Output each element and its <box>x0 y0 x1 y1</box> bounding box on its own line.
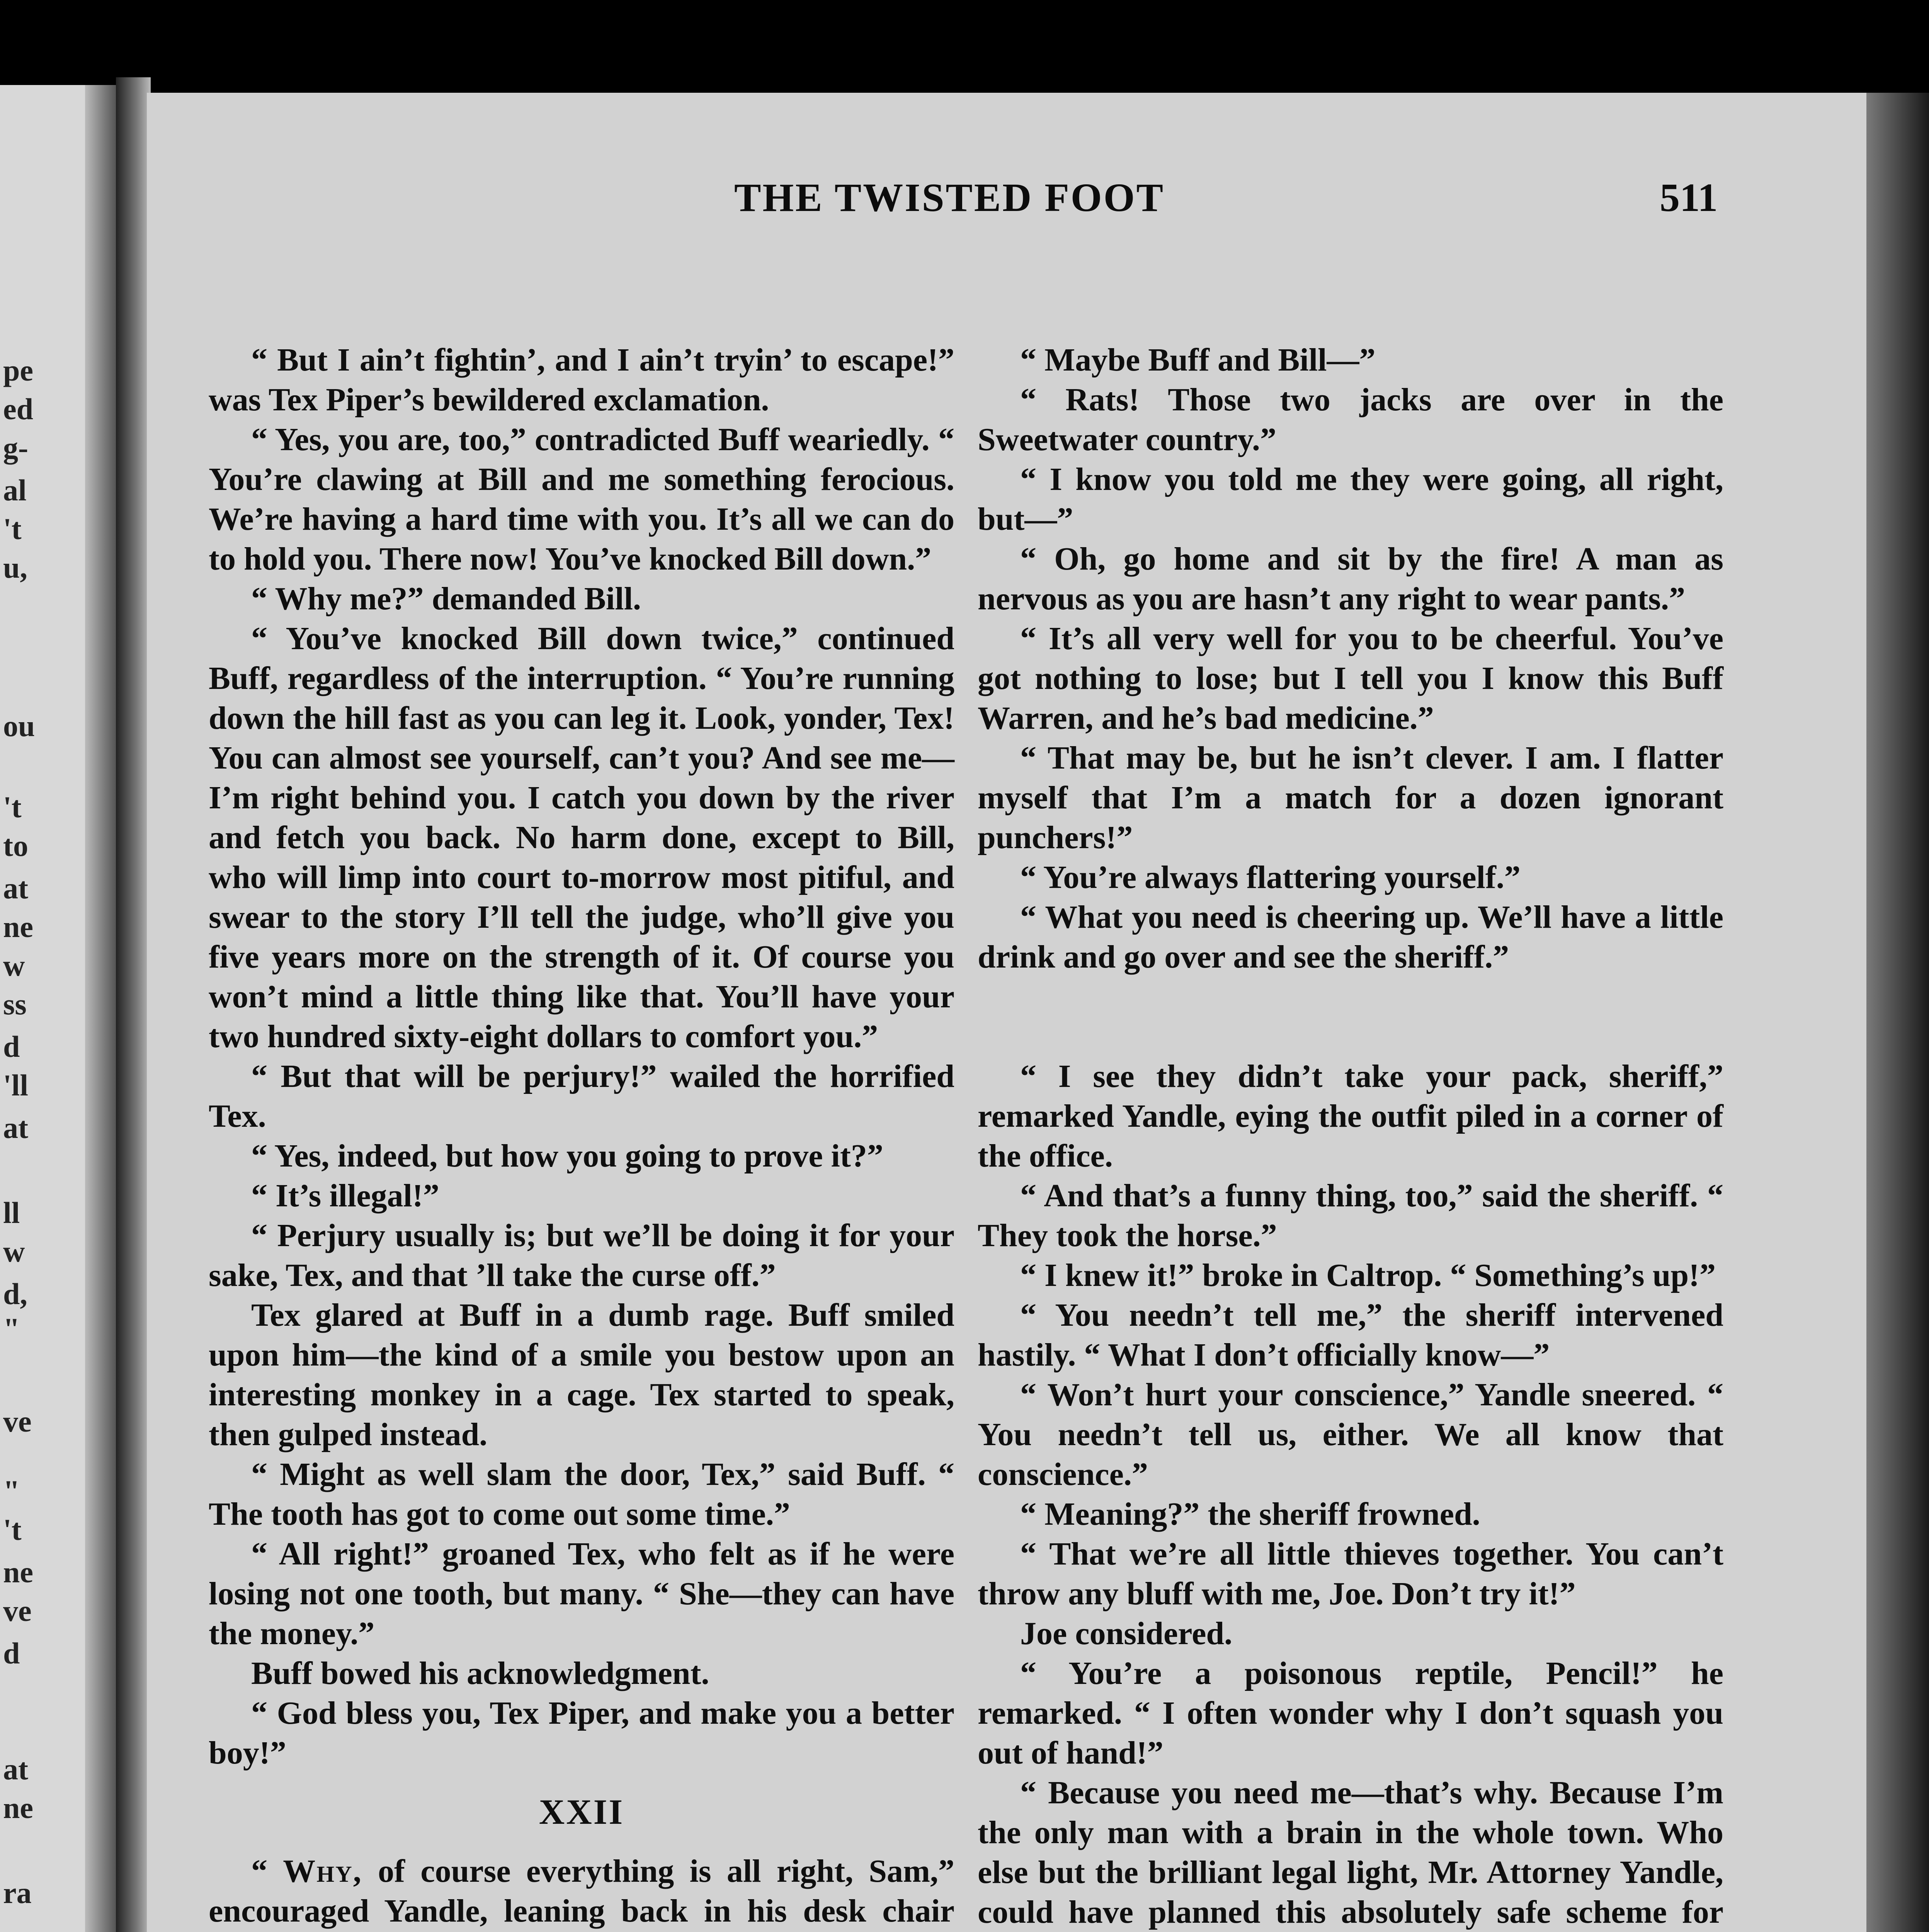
paragraph: “ Why me?” demanded Bill. <box>251 581 641 617</box>
paragraph: “ You’re a poisonous reptile, Pencil!” he remarked. “ I often wonder why I don’t squash you out of hand!” <box>978 1655 1723 1771</box>
facing-page-fragment: d, <box>3 1277 27 1311</box>
book-gutter <box>116 77 151 1932</box>
paragraph: “ But I ain’t fightin’, and I ain’t tryin’ to escape!” was Tex Piper’s bewildered exclamation. <box>209 342 954 418</box>
facing-page-fragment: ne <box>3 1791 33 1825</box>
facing-page-fragment: pe <box>3 354 33 387</box>
paragraph: “ I knew it!” broke in Caltrop. “ Something’s up!” <box>1020 1257 1716 1293</box>
paragraph: “ That may be, but he isn’t clever. I am. I flatter myself that I’m a match for a dozen ignorant punchers!” <box>978 740 1723 855</box>
paragraph: Tex glared at Buff in a dumb rage. Buff smiled upon him—the kind of a smile you bestow upon an interesting monkey in a cage. Tex started to speak, then gulped instead. <box>209 1297 954 1452</box>
page-header <box>0 175 1929 229</box>
paragraph: “ I know you told me they were going, all right, but—” <box>978 461 1723 537</box>
paragraph: “ You’ve knocked Bill down twice,” continued Buff, regardless of the interruption. “ You’re running down the hill fast as you can leg it. Look, yonder, Tex! You can almost see yourself, can’t you? And see me—I’m right behind you. I catch you down by the river and fetch you back. No harm done, except to Bill, who will limp into court to-morrow most pitiful, and swear to the story I’ll tell the judge, who’ll give you five years more on the strength of it. Of course you won’t mind a little thing like that. You’ll have your two hundred sixty-eight dollars to comfort you.” <box>209 621 954 1054</box>
facing-page-fragment: w <box>3 949 25 982</box>
paragraph: “ I see they didn’t take your pack, sheriff,” remarked Yandle, eying the outfit piled in a corner of the office. <box>978 1058 1723 1174</box>
chapter-opening-rest: of course everything is all right, Sam,” encouraged Yandle, leaning back in his desk chair <box>209 1853 954 1929</box>
facing-page-fragment: ra <box>3 1876 32 1910</box>
facing-page-fragment: u, <box>3 551 27 584</box>
facing-page-fragment: w <box>3 1235 25 1268</box>
facing-page-fragment: ve <box>3 1405 32 1438</box>
paragraph: “ It’s all very well for you to be cheerful. You’ve got nothing to lose; but I tell you I know this Buff Warren, and he’s bad medicine.” <box>978 621 1723 736</box>
chapter-opening-paragraph <box>209 1851 954 1932</box>
text-column-right <box>978 340 1723 1932</box>
text-column-left <box>209 340 954 1932</box>
facing-page-fragment: " <box>3 1474 20 1508</box>
facing-page-fragment: ll <box>3 1196 20 1230</box>
facing-page-fragment: 't <box>3 1513 22 1546</box>
paragraph: “ Rats! Those two jacks are over in the Sweetwater country.” <box>978 382 1723 457</box>
paragraph: “ What you need is cheering up. We’ll have a little drink and go over and see the sheriff.” <box>978 899 1723 975</box>
facing-page-fragment: al <box>3 473 27 507</box>
right-page-shadow <box>1866 93 1929 1932</box>
paragraph: “ Meaning?” the sheriff frowned. <box>1020 1496 1480 1532</box>
facing-page-fragment: d <box>3 1030 20 1063</box>
paragraph: “ That we’re all little thieves together. You can’t throw any bluff with me, Joe. Don’t try it!” <box>978 1536 1723 1612</box>
section-break <box>978 977 1723 1056</box>
paragraph: “ Oh, go home and sit by the fire! A man as nervous as you are hasn’t any right to wear pants.” <box>978 541 1723 617</box>
paragraph: Buff bowed his acknowledgment. <box>251 1655 709 1691</box>
paragraph: “ But that will be perjury!” wailed the horrified Tex. <box>209 1058 954 1134</box>
paragraph: “ God bless you, Tex Piper, and make you a better boy!” <box>209 1695 954 1771</box>
facing-page-fragment: ne <box>3 910 33 944</box>
paragraph: “ Because you need me—that’s why. Because I’m the only man with a brain in the whole town. Who else but the brilliant legal light, Mr. Attorney Yandle, could have planned this absolutely safe scheme for <box>978 1775 1723 1930</box>
facing-page-fragment: ne <box>3 1555 33 1589</box>
facing-page-fragment: at <box>3 1111 28 1145</box>
chapter-opening-word: Why, <box>283 1853 362 1889</box>
facing-page-fragment: 't <box>3 512 22 546</box>
facing-page-fragment: d <box>3 1636 20 1670</box>
facing-page-fragment: to <box>3 829 28 862</box>
facing-page-fragment: ou <box>3 709 35 743</box>
facing-page-fragment: 't <box>3 790 22 824</box>
facing-page-edge <box>0 85 116 1932</box>
column-1-paragraphs <box>209 340 954 1773</box>
facing-page-fragment: ed <box>3 392 33 426</box>
paragraph: “ Maybe Buff and Bill—” <box>1020 342 1376 378</box>
facing-page-fragment: ss <box>3 987 27 1021</box>
facing-page-fragment: at <box>3 871 28 905</box>
facing-page-fragment: g- <box>3 431 28 464</box>
chapter-heading: XXII <box>539 1792 624 1832</box>
facing-page-fragment: 'll <box>3 1068 29 1102</box>
paragraph: “ It’s illegal!” <box>251 1178 439 1214</box>
page-fold-shadow <box>85 85 116 1932</box>
column-2-paragraphs-b <box>978 1056 1723 1932</box>
paragraph: “ Won’t hurt your conscience,” Yandle sneered. “ You needn’t tell us, either. We all know that conscience.” <box>978 1377 1723 1492</box>
paragraph: “ All right!” groaned Tex, who felt as if he were losing not one tooth, but many. “ She—they can have the money.” <box>209 1536 954 1651</box>
facing-page-fragment: ve <box>3 1594 32 1628</box>
paragraph: Joe considered. <box>1020 1616 1233 1651</box>
paragraph: “ And that’s a funny thing, too,” said the sheriff. “ They took the horse.” <box>978 1178 1723 1253</box>
running-title: THE TWISTED FOOT <box>734 175 1165 220</box>
paragraph: “ You’re always flattering yourself.” <box>1020 859 1521 895</box>
page-number: 511 <box>1660 175 1718 220</box>
paragraph: “ Might as well slam the door, Tex,” said Buff. “ The tooth has got to come out some time.” <box>209 1456 954 1532</box>
paragraph: “ You needn’t tell me,” the sheriff intervened hastily. “ What I don’t officially know—” <box>978 1297 1723 1373</box>
facing-page-fragment: " <box>3 1312 20 1345</box>
paragraph: “ Perjury usually is; but we’ll be doing it for your sake, Tex, and that ’ll take the curse off.” <box>209 1218 954 1293</box>
paragraph: “ Yes, indeed, but how you going to prove it?” <box>251 1138 883 1174</box>
paragraph: “ Yes, you are, too,” contradicted Buff weariedly. “ You’re clawing at Bill and me something ferocious. We’re having a hard time with you. It’s all we can do to hold you. There now! You’ve knocked Bill down.” <box>209 422 954 577</box>
open-quote: “ <box>251 1853 283 1889</box>
facing-page-fragment: at <box>3 1752 28 1786</box>
column-2-paragraphs-a <box>978 340 1723 977</box>
